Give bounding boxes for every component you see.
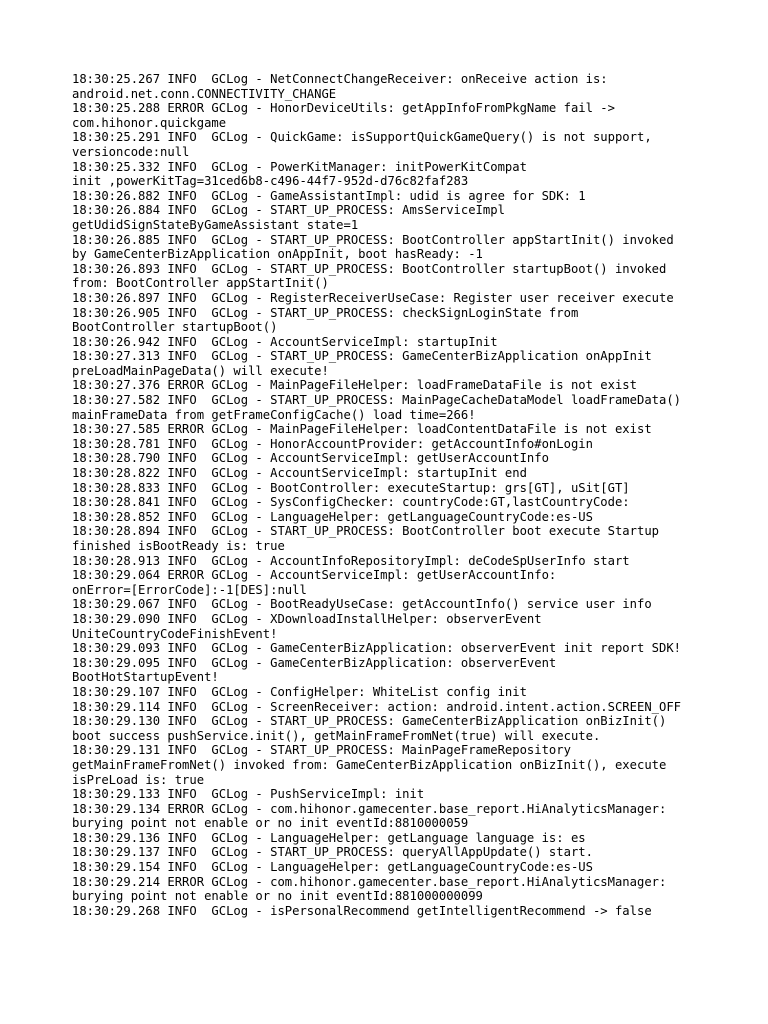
log-line: BootController startupBoot() bbox=[72, 320, 278, 335]
log-line: 18:30:29.095 INFO GCLog - GameCenterBizApplication: observerEvent bbox=[72, 655, 557, 670]
log-line: 18:30:29.090 INFO GCLog - XDownloadInstallHelper: observerEvent bbox=[72, 611, 542, 626]
log-line: 18:30:29.134 ERROR GCLog - com.hihonor.gamecenter.base_report.HiAnalyticsManager: bbox=[72, 801, 667, 816]
log-line: 18:30:29.064 ERROR GCLog - AccountServiceImpl: getUserAccountInfo: bbox=[72, 568, 557, 583]
log-line: 18:30:28.822 INFO GCLog - AccountServiceImpl: startupInit end bbox=[72, 466, 527, 481]
log-line: isPreLoad is: true bbox=[72, 772, 205, 787]
log-line: 18:30:25.267 INFO GCLog - NetConnectChangeReceiver: onReceive action is: bbox=[72, 72, 608, 86]
log-line: 18:30:26.942 INFO GCLog - AccountServiceImpl: startupInit bbox=[72, 334, 498, 349]
log-line: 18:30:29.130 INFO GCLog - START_UP_PROCESS: GameCenterBizApplication onBizInit() bbox=[72, 714, 667, 729]
log-line: 18:30:29.154 INFO GCLog - LanguageHelper: getLanguageCountryCode:es-US bbox=[72, 860, 593, 875]
log-line: getUdidSignStateByGameAssistant state=1 bbox=[72, 217, 359, 232]
log-document bbox=[72, 72, 712, 918]
log-line: 18:30:27.313 INFO GCLog - START_UP_PROCESS: GameCenterBizApplication onAppInit bbox=[72, 349, 652, 364]
log-line: init ,powerKitTag=31ced6b8-c496-44f7-952d-d76c82faf283 bbox=[72, 174, 469, 189]
log-line: versioncode:null bbox=[72, 144, 190, 159]
log-line: 18:30:26.885 INFO GCLog - START_UP_PROCESS: BootController appStartInit() invoked bbox=[72, 232, 674, 247]
log-line: 18:30:29.268 INFO GCLog - isPersonalRecommend getIntelligentRecommend -> false bbox=[72, 903, 652, 918]
log-line: by GameCenterBizApplication onAppInit, boot hasReady: -1 bbox=[72, 247, 483, 262]
log-line: android.net.conn.CONNECTIVITY_CHANGE bbox=[72, 86, 337, 101]
log-line: BootHotStartupEvent! bbox=[72, 670, 219, 685]
log-line: 18:30:25.288 ERROR GCLog - HonorDeviceUtils: getAppInfoFromPkgName fail -> bbox=[72, 101, 615, 116]
log-line: 18:30:26.905 INFO GCLog - START_UP_PROCESS: checkSignLoginState from bbox=[72, 305, 579, 320]
log-line: 18:30:29.131 INFO GCLog - START_UP_PROCESS: MainPageFrameRepository bbox=[72, 743, 571, 758]
log-line: 18:30:29.214 ERROR GCLog - com.hihonor.gamecenter.base_report.HiAnalyticsManager: bbox=[72, 874, 667, 889]
log-line: burying point not enable or no init eventId:881000000099 bbox=[72, 889, 483, 904]
log-line: 18:30:28.852 INFO GCLog - LanguageHelper: getLanguageCountryCode:es-US bbox=[72, 509, 593, 524]
log-line: 18:30:28.833 INFO GCLog - BootController: executeStartup: grs[GT], uSit[GT] bbox=[72, 480, 630, 495]
log-line: 18:30:26.897 INFO GCLog - RegisterReceiverUseCase: Register user receiver execute bbox=[72, 290, 674, 305]
log-line: 18:30:27.585 ERROR GCLog - MainPageFileHelper: loadContentDataFile is not exist bbox=[72, 422, 652, 437]
log-line: 18:30:29.133 INFO GCLog - PushServiceImpl: init bbox=[72, 787, 425, 802]
log-line: 18:30:27.582 INFO GCLog - START_UP_PROCESS: MainPageCacheDataModel loadFrameData() bbox=[72, 393, 682, 408]
log-line: 18:30:29.107 INFO GCLog - ConfigHelper: WhiteList config init bbox=[72, 684, 527, 699]
log-line: 18:30:28.841 INFO GCLog - SysConfigChecker: countryCode:GT,lastCountryCode: bbox=[72, 495, 630, 510]
log-line: from: BootController appStartInit() bbox=[72, 276, 329, 291]
log-line: onError=[ErrorCode]:-1[DES]:null bbox=[72, 582, 307, 597]
log-line: 18:30:26.882 INFO GCLog - GameAssistantImpl: udid is agree for SDK: 1 bbox=[72, 188, 586, 203]
log-line: 18:30:29.137 INFO GCLog - START_UP_PROCESS: queryAllAppUpdate() start. bbox=[72, 845, 593, 860]
log-line: 18:30:28.913 INFO GCLog - AccountInfoRepositoryImpl: deCodeSpUserInfo start bbox=[72, 553, 630, 568]
log-line: 18:30:27.376 ERROR GCLog - MainPageFileHelper: loadFrameDataFile is not exist bbox=[72, 378, 637, 393]
log-line: finished isBootReady is: true bbox=[72, 539, 285, 553]
log-line: 18:30:26.893 INFO GCLog - START_UP_PROCESS: BootController startupBoot() invoked bbox=[72, 261, 667, 276]
log-line: com.hihonor.quickgame bbox=[72, 115, 227, 130]
log-line: getMainFrameFromNet() invoked from: GameCenterBizApplication onBizInit(), execute bbox=[72, 757, 667, 772]
log-line: 18:30:29.067 INFO GCLog - BootReadyUseCase: getAccountInfo() service user info bbox=[72, 597, 652, 612]
log-line: 18:30:29.093 INFO GCLog - GameCenterBizApplication: observerEvent init report SDK! bbox=[72, 641, 682, 656]
log-line: 18:30:25.291 INFO GCLog - QuickGame: isSupportQuickGameQuery() is not support, bbox=[72, 130, 652, 145]
log-line: 18:30:26.884 INFO GCLog - START_UP_PROCESS: AmsServiceImpl bbox=[72, 203, 505, 218]
log-line: 18:30:28.790 INFO GCLog - AccountServiceImpl: getUserAccountInfo bbox=[72, 451, 549, 466]
log-line: boot success pushService.init(), getMainFrameFromNet(true) will execute. bbox=[72, 728, 601, 743]
log-line: UniteCountryCodeFinishEvent! bbox=[72, 626, 278, 641]
log-line: 18:30:28.894 INFO GCLog - START_UP_PROCESS: BootController boot execute Startup bbox=[72, 524, 659, 539]
log-line: 18:30:28.781 INFO GCLog - HonorAccountProvider: getAccountInfo#onLogin bbox=[72, 436, 593, 451]
log-line: 18:30:29.114 INFO GCLog - ScreenReceiver: action: android.intent.action.SCREEN_OFF bbox=[72, 699, 682, 714]
log-line: burying point not enable or no init eventId:8810000059 bbox=[72, 816, 469, 831]
log-line: preLoadMainPageData() will execute! bbox=[72, 363, 329, 378]
log-line: 18:30:25.332 INFO GCLog - PowerKitManager: initPowerKitCompat bbox=[72, 159, 527, 174]
log-body bbox=[72, 72, 712, 918]
log-line: mainFrameData from getFrameConfigCache() load time=266! bbox=[72, 407, 476, 422]
log-line: 18:30:29.136 INFO GCLog - LanguageHelper: getLanguage language is: es bbox=[72, 830, 586, 845]
